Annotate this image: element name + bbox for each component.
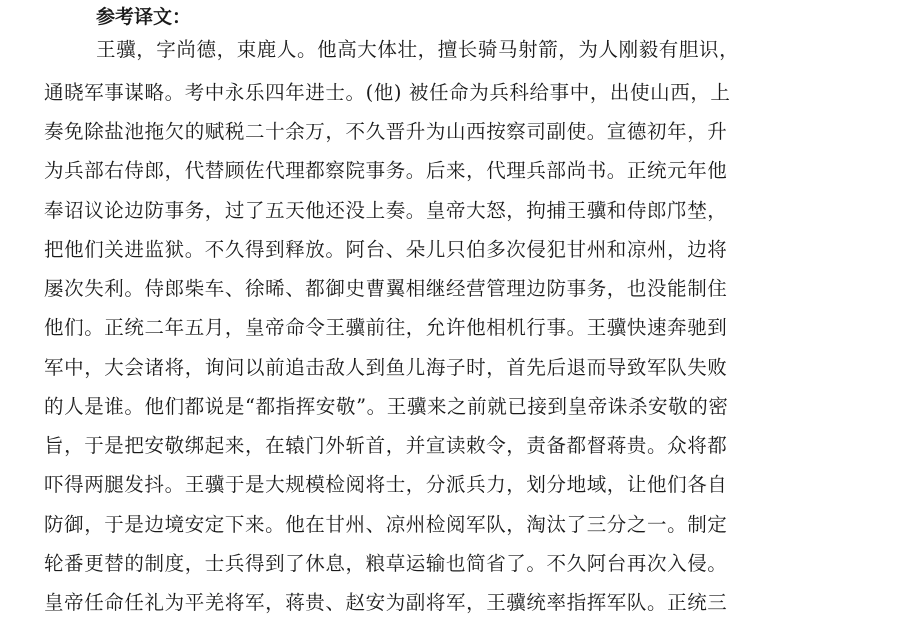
text-line-5: 奉诏议论边防事务，过了五天他还没上奏。皇帝大怒，拘捕王骥和侍郎邝埜， [44,199,728,222]
text-line-4: 为兵部右侍郎，代替顾佐代理都察院事务。后来，代理兵部尚书。正统元年他 [44,159,728,182]
text-line-15: 皇帝任命任礼为平羌将军，蒋贵、赵安为副将军，王骥统率指挥军队。正统三 [44,591,728,614]
text-line-1: 王骥，字尚德，束鹿人。他高大体壮，擅长骑马射箭，为人刚毅有胆识， [96,38,740,61]
text-line-14: 轮番更替的制度，士兵得到了休息，粮草运输也简省了。不久阿台再次入侵。 [44,552,728,575]
text-line-9: 军中，大会诸将，询问以前追击敌人到鱼儿海子时，首先后退而导致军队失败 [44,356,728,379]
text-line-6: 把他们关进监狱。不久得到释放。阿台、朵儿只伯多次侵犯甘州和凉州，边将 [44,238,728,261]
text-line-3: 奏免除盐池拖欠的赋税二十余万，不久晋升为山西按察司副使。宣德初年，升 [44,120,728,143]
text-line-8: 他们。正统二年五月，皇帝命令王骥前往，允许他相机行事。王骥快速奔驰到 [44,316,728,339]
text-line-12: 吓得两腿发抖。王骥于是大规模检阅将士，分派兵力，划分地域，让他们各自 [44,473,728,496]
text-line-13: 防御，于是边境安定下来。他在甘州、凉州检阅军队，淘汰了三分之一。制定 [44,513,728,536]
text-line-10: 的人是谁。他们都说是“都指挥安敬”。王骥来之前就已接到皇帝诛杀安敬的密 [44,395,729,418]
text-line-7: 屡次失利。侍郎柴车、徐晞、都御史曹翼相继经营管理边防事务，也没能制住 [44,277,728,300]
text-line-2: 通晓军事谋略。考中永乐四年进士。(他) 被任命为兵科给事中，出使山西，上 [44,81,731,104]
text-line-11: 旨，于是把安敬绑起来，在辕门外斩首，并宣读敕令，责备都督蒋贵。众将都 [44,434,728,457]
section-heading: 参考译文： [96,6,192,28]
